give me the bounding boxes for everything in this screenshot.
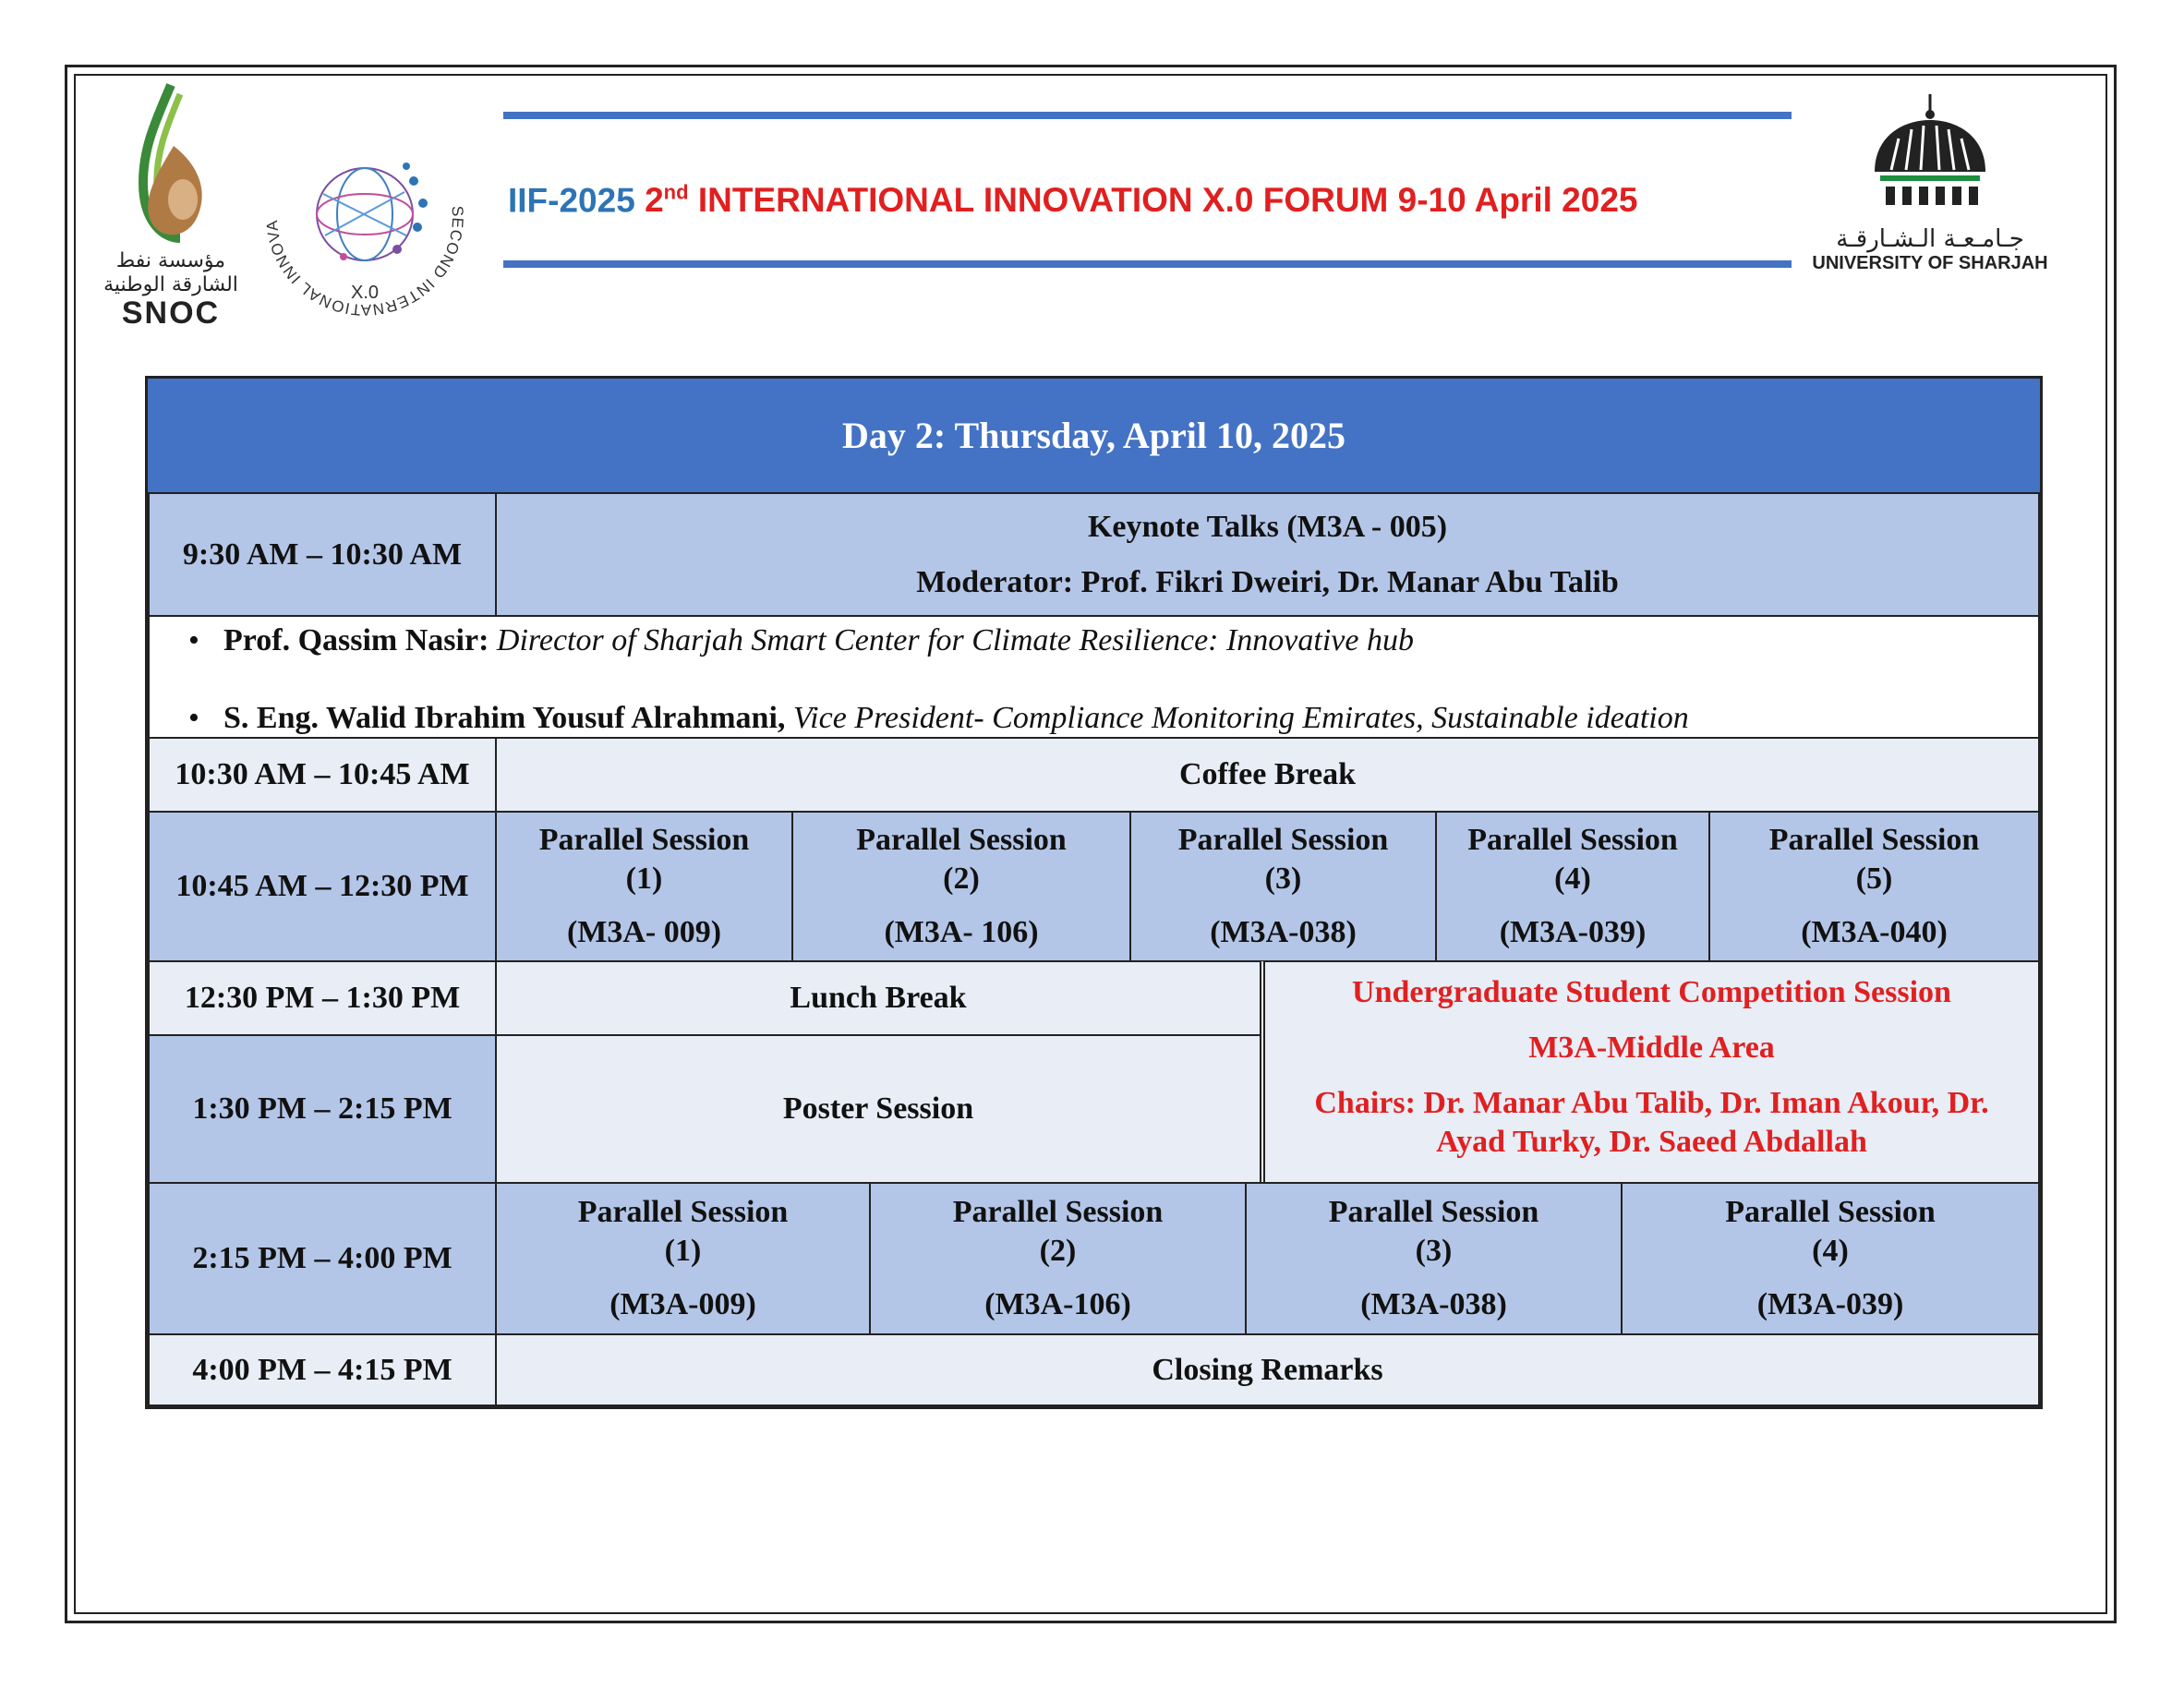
parallel-pm-session-3: Parallel Session (3) (M3A-038) (1245, 1182, 1623, 1335)
forum-globe-icon (259, 111, 471, 323)
uos-dome-icon (1801, 90, 2059, 220)
uos-logo (1801, 90, 2059, 284)
parallel-am-session-1: Parallel Session (1) (M3A- 009) (495, 811, 793, 962)
parallel-am-time: 10:45 AM – 12:30 PM (148, 811, 497, 962)
parallel-pm-time: 2:15 PM – 4:00 PM (148, 1182, 497, 1335)
parallel-am-session-5: Parallel Session (5) (M3A-040) (1708, 811, 2040, 962)
page-title (508, 181, 1637, 220)
keynote-cell (495, 492, 2040, 617)
parallel-am-session-3: Parallel Session (3) (M3A-038) (1129, 811, 1437, 962)
forum-logo-center-text: X.0 (350, 283, 380, 303)
parallel-pm-session-4: Parallel Session (4) (M3A-039) (1621, 1182, 2040, 1335)
uos-logo-text: UNIVERSITY OF SHARJAH (1812, 253, 2048, 273)
parallel-am-session-4: Parallel Session (4) (M3A-039) (1435, 811, 1710, 962)
parallel-pm-session-1: Parallel Session (1) (M3A-009) (495, 1182, 871, 1335)
competition-location: M3A-Middle Area (1528, 1031, 1775, 1065)
schedule-table (145, 376, 2043, 1409)
keynote-time: 9:30 AM – 10:30 AM (148, 492, 497, 617)
lunch-time: 12:30 PM – 1:30 PM (148, 960, 497, 1036)
day-title: Day 2: Thursday, April 10, 2025 (148, 379, 2040, 492)
forum-logo (259, 111, 471, 323)
poster-session: Poster Session (495, 1034, 1261, 1184)
competition-cell (1260, 960, 2040, 1184)
title-prefix: IIF-2025 (508, 181, 635, 220)
closing-time: 4:00 PM – 4:15 PM (148, 1333, 497, 1406)
uos-arabic-name: جـامـعـة الـشـارقـة (1836, 225, 2024, 253)
parallel-am-session-2: Parallel Session (2) (M3A- 106) (791, 811, 1131, 962)
lunch-break: Lunch Break (495, 960, 1261, 1036)
coffee-break: Coffee Break (495, 737, 2040, 813)
competition-chairs-line1: Chairs: Dr. Manar Abu Talib, Dr. Iman Akour, Dr. (1314, 1086, 1989, 1120)
title-superscript: nd (663, 181, 689, 204)
keynote-moderator: Moderator: Prof. Fikri Dweiri, Dr. Manar Abu Talib (916, 564, 1619, 599)
coffee-time: 10:30 AM – 10:45 AM (148, 737, 497, 813)
list-item: • S. Eng. Walid Ibrahim Yousuf Alrahmani, Vice President- Compliance Monitoring Emirates, Sustainable ideation (188, 700, 1689, 737)
forum-logo-ring-text: SECOND INTERNATIONAL INNOVA (262, 205, 467, 320)
header-rule-top (503, 112, 1792, 119)
snoc-drop-icon (92, 81, 249, 247)
speakers-list (148, 615, 2040, 739)
header-rule-bottom (503, 260, 1792, 268)
snoc-logo (92, 81, 249, 331)
poster-time: 1:30 PM – 2:15 PM (148, 1034, 497, 1184)
snoc-arabic-name: مؤسسة نفط الشارقة الوطنية (103, 249, 238, 296)
keynote-title: Keynote Talks (M3A - 005) (1087, 509, 1448, 544)
competition-chairs-line2: Ayad Turky, Dr. Saeed Abdallah (1436, 1125, 1867, 1159)
title-number: 2 (645, 181, 664, 220)
snoc-logo-text: SNOC (121, 295, 221, 331)
parallel-pm-session-2: Parallel Session (2) (M3A-106) (869, 1182, 1247, 1335)
title-main: INTERNATIONAL INNOVATION X.0 FORUM 9-10 April 2025 (697, 181, 1638, 220)
list-item: • Prof. Qassim Nasir: Director of Sharjah Smart Center for Climate Resilience: Innovative hub (188, 622, 1689, 659)
closing-remarks: Closing Remarks (495, 1333, 2040, 1406)
competition-title: Undergraduate Student Competition Session (1352, 975, 1951, 1009)
